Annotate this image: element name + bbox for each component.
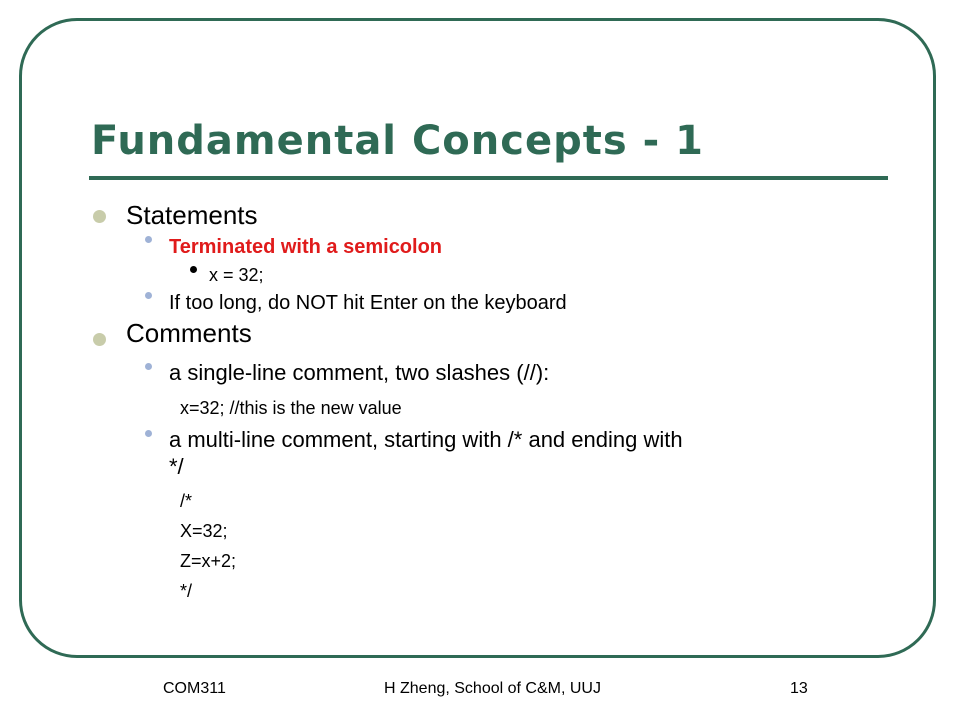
statement-example: x = 32; [209, 265, 264, 285]
title-underline [89, 176, 888, 180]
code-line: X=32; [180, 521, 228, 541]
footer-page-number: 13 [790, 680, 808, 697]
bullet-multi-line-icon [145, 430, 152, 437]
code-line: */ [180, 581, 193, 601]
code-line: Z=x+2; [180, 551, 237, 571]
bullet-statements-icon [93, 210, 106, 223]
single-line-text: a single-line comment, two slashes (//): [169, 360, 550, 385]
bullet-example-icon [190, 266, 197, 273]
terminated-text: Terminated with a semicolon [169, 236, 443, 258]
multi-line-text-cont: */ [169, 454, 184, 479]
single-line-example: x=32; //this is the new value [180, 398, 402, 418]
code-line: /* [180, 491, 193, 511]
multi-line-text: a multi-line comment, starting with /* and ending with [169, 427, 683, 452]
statements-heading: Statements [126, 200, 258, 230]
comments-heading: Comments [126, 318, 252, 348]
too-long-text: If too long, do NOT hit Enter on the keyboard [169, 292, 567, 314]
slide-title: Fundamental Concepts - 1 [91, 118, 704, 164]
footer-author: H Zheng, School of C&M, UUJ [384, 680, 601, 697]
bullet-too-long-icon [145, 292, 152, 299]
bullet-single-line-icon [145, 363, 152, 370]
bullet-comments-icon [93, 333, 106, 346]
footer-course: COM311 [163, 680, 226, 697]
bullet-terminated-icon [145, 236, 152, 243]
